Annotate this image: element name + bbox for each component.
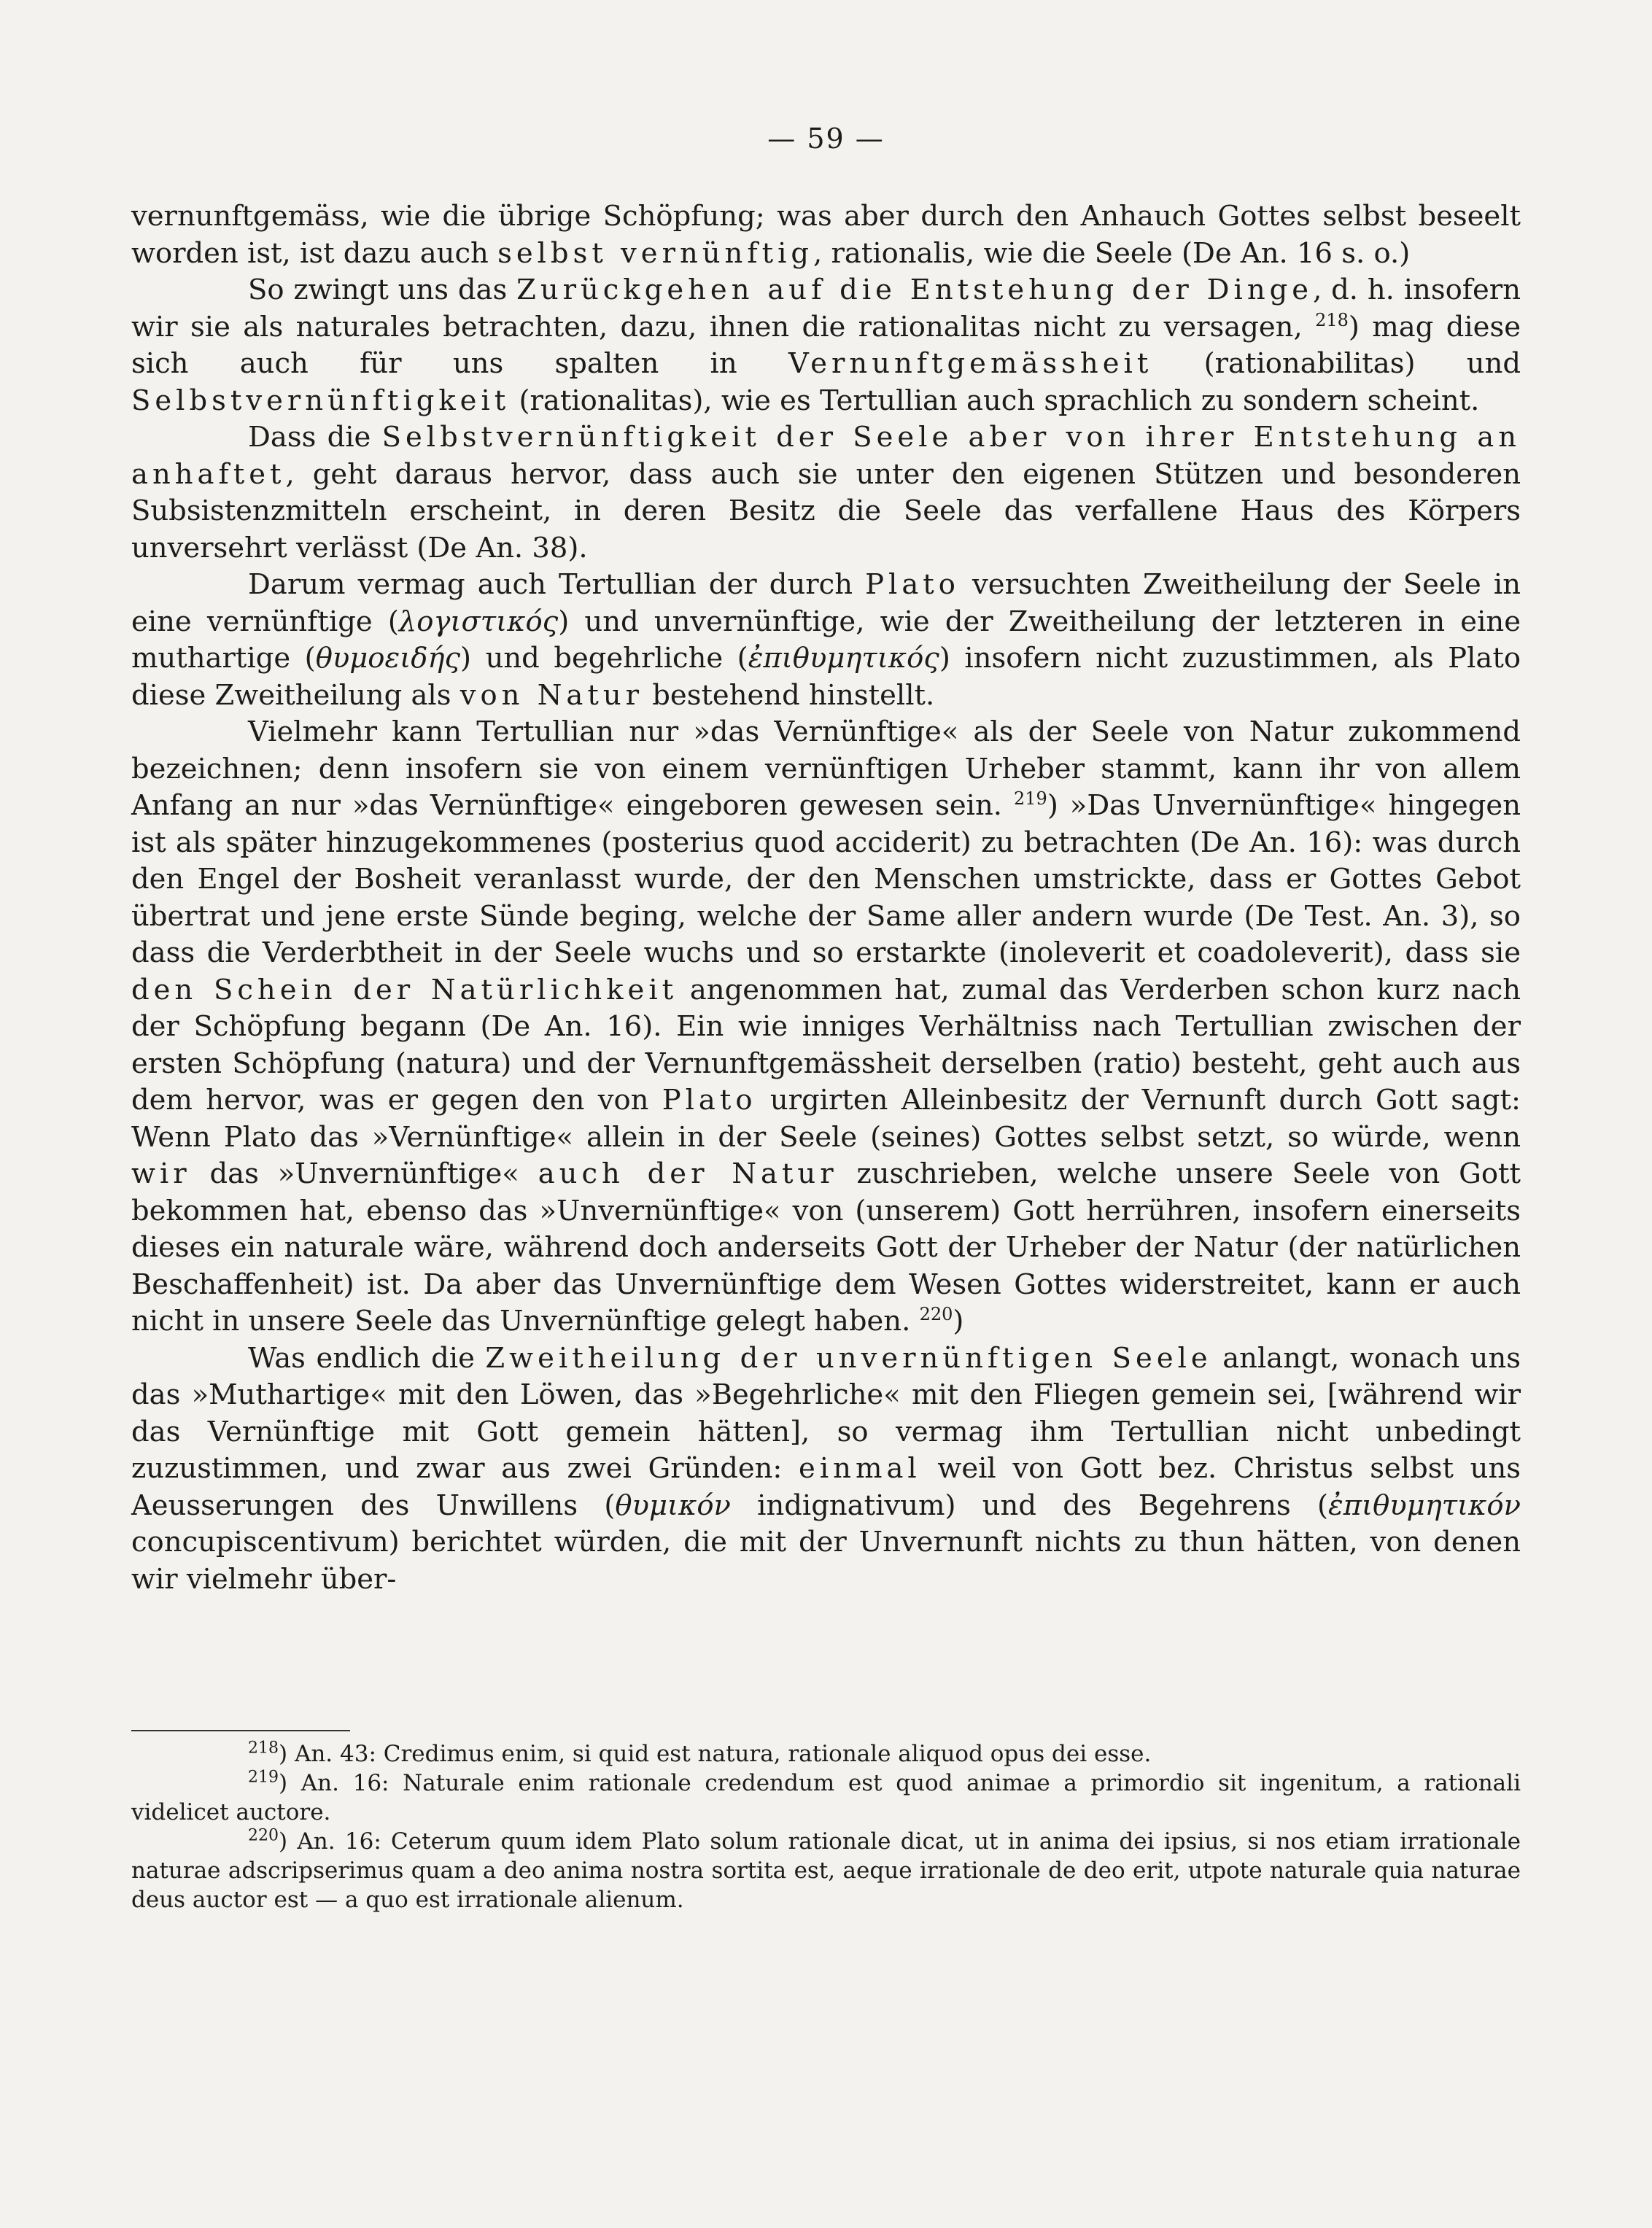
emphasis: den Schein der Natürlichkeit [131, 973, 678, 1006]
paragraph-1: vernunftgemäss, wie die übrige Schöpfung; was aber durch den Anhauch Gottes selbst beseelt worden ist, ist dazu auch selbst vernünftig, rationalis, wie die Seele (De An. 16 s. o.) [131, 200, 1521, 270]
main-text [131, 198, 1521, 1598]
emphasis: Plato [662, 1084, 757, 1117]
emphasis: wir [131, 1157, 191, 1190]
footnote-divider [131, 1730, 350, 1731]
footnotes [131, 1739, 1521, 1914]
footnote-number: 218 [248, 1739, 279, 1758]
footnote-ref-220[interactable]: 220 [919, 1304, 953, 1325]
footnote-218 [131, 1739, 1521, 1769]
emphasis: auch der Natur [538, 1157, 838, 1190]
emphasis: Zweitheilung der unvernünftigen Seele [485, 1341, 1212, 1375]
greek-term: θυμοειδής [315, 642, 461, 675]
greek-term: λογιστικός [398, 605, 559, 638]
paragraph-6: Was endlich die Zweitheilung der unvernünftigen Seele anlangt, wonach uns das »Muthartige« mit den Löwen, das »Begehrliche« mit den Fliegen gemein sei, [während wir das Vernünftige mit Gott gemein hätten], so vermag ihm Tertullian nicht unbedingt zuzustimmen, und zwar aus zwei Gründen: einmal weil von Gott bez. Christus selbst uns Aeusserungen des Unwillens (θυμικόν indignativum) und des Begehrens (ἐπιθυμητικόν concupiscentivum) berichtet würden, die mit der Unvernunft nichts zu thun hätten, von denen wir vielmehr über- [131, 1341, 1521, 1596]
emphasis: Plato [865, 568, 960, 601]
footnote-text: ) An. 43: Credimus enim, si quid est natura, rationale aliquod opus dei esse. [279, 1741, 1152, 1767]
emphasis: Selbstvernünftigkeit [131, 384, 511, 417]
greek-term: θυμικόν [615, 1488, 731, 1522]
footnote-ref-219[interactable]: 219 [1014, 788, 1047, 810]
paragraph-3: Dass die Selbstvernünftigkeit der Seele aber von ihrer Entstehung an anhaftet, geht daraus hervor, dass auch sie unter den eigenen Stützen und besonderen Subsistenzmitteln erscheint, in deren Besitz die Seele das verfallene Haus des Körpers unversehrt verlässt (De An. 38). [131, 421, 1521, 564]
greek-term: ἐπιθυμητικόν [1328, 1488, 1521, 1522]
footnote-number: 219 [248, 1768, 279, 1787]
footnote-220 [131, 1827, 1521, 1914]
footnote-ref-218[interactable]: 218 [1315, 309, 1349, 330]
emphasis: Selbstvernünftigkeit der Seele aber von ihrer Entstehung an anhaftet [131, 421, 1521, 491]
footnote-text: ) An. 16: Naturale enim rationale credendum est quod animae a primordio sit ingenitum, a rationali videlicet auctore. [131, 1770, 1521, 1825]
emphasis: Vernunftgemässheit [788, 347, 1153, 380]
paragraph-4: Darum vermag auch Tertullian der durch Plato versuchten Zweitheilung der Seele in eine vernünftige (λογιστικός) und unvernünftige, wie der Zweitheilung der letzteren in eine muthartige (θυμοειδής) und begehrliche (ἐπιθυμητικός) insofern nicht zuzustimmen, als Plato diese Zweitheilung als von Natur bestehend hinstellt. [131, 568, 1521, 712]
emphasis: Zurückgehen auf die Entstehung der Dinge [516, 273, 1314, 306]
emphasis: einmal [799, 1452, 921, 1485]
emphasis: von Natur [459, 678, 644, 712]
greek-term: ἐπιθυμητικός [748, 642, 939, 675]
footnote-number: 220 [248, 1826, 279, 1845]
paragraph-5: Vielmehr kann Tertullian nur »das Vernünftige« als der Seele von Natur zukommend bezeichnen; denn insofern sie von einem vernünftigen Urheber stammt, kann ihr von allem Anfang an nur »das Vernünftige« eingeboren gewesen sein. $^{219}$) »Das Unvernünftige« hingegen ist als später hinzugekommenes (posterius quod acciderit) zu betrachten (De An. 16): was durch den Engel der Bosheit veranlasst wurde, der den Menschen umstrickte, dass er Gottes Gebot übertrat und jene erste Sünde beging, welche der Same aller andern wurde (De Test. An. 3), so dass die Verderbtheit in der Seele wuchs und so erstarkte (inoleverit et coadoleverit), dass sie den Schein der Natürlichkeit angenommen hat, zumal das Verderben schon kurz nach der Schöpfung begann (De An. 16). Ein wie inniges Verhältniss nach Tertullian zwischen der ersten Schöpfung (natura) und der Vernunftgemässheit derselben (ratio) besteht, geht auch aus dem hervor, was er gegen den von Plato urgirten Alleinbesitz der Vernunft durch Gott sagt: Wenn Plato das »Vernünftige« allein in der Seele (seines) Gottes selbst setzt, so würde, wenn wir das »Unvernünftige« auch der Natur zuschrieben, welche unsere Seele von Gott bekommen hat, ebenso das »Unvernünftige« von (unserem) Gott herrühren, insofern einerseits dieses ein naturale wäre, während doch anderseits Gott der Urheber der Natur (der natürlichen Beschaffenheit) ist. Da aber das Unvernünftige dem Wesen Gottes widerstreitet, kann er auch nicht in unsere Seele das Unvernünftige gelegt haben. $^{220}$) [131, 715, 1521, 1338]
footnote-text: ) An. 16: Ceterum quum idem Plato solum rationale dicat, ut in anima dei ipsius, si nos etiam irrationale naturae adscripserimus quam a deo anima nostra sortita est, aeque irrationale de deo erit, utpote naturale quia naturae deus auctor est — a quo est irrationale alienum. [131, 1828, 1521, 1913]
paragraph-2: So zwingt uns das Zurückgehen auf die Entstehung der Dinge, d. h. insofern wir sie als naturales betrachten, dazu, ihnen die rationalitas nicht zu versagen, $^{218}$) mag diese sich auch für uns spalten in Vernunftgemässheit (rationabilitas) und Selbstvernünftigkeit (rationalitas), wie es Tertullian auch sprachlich zu sondern scheint. [131, 273, 1521, 417]
page-number: — 59 — [767, 123, 885, 155]
emphasis: selbst vernünftig [497, 236, 814, 270]
footnote-219 [131, 1769, 1521, 1827]
